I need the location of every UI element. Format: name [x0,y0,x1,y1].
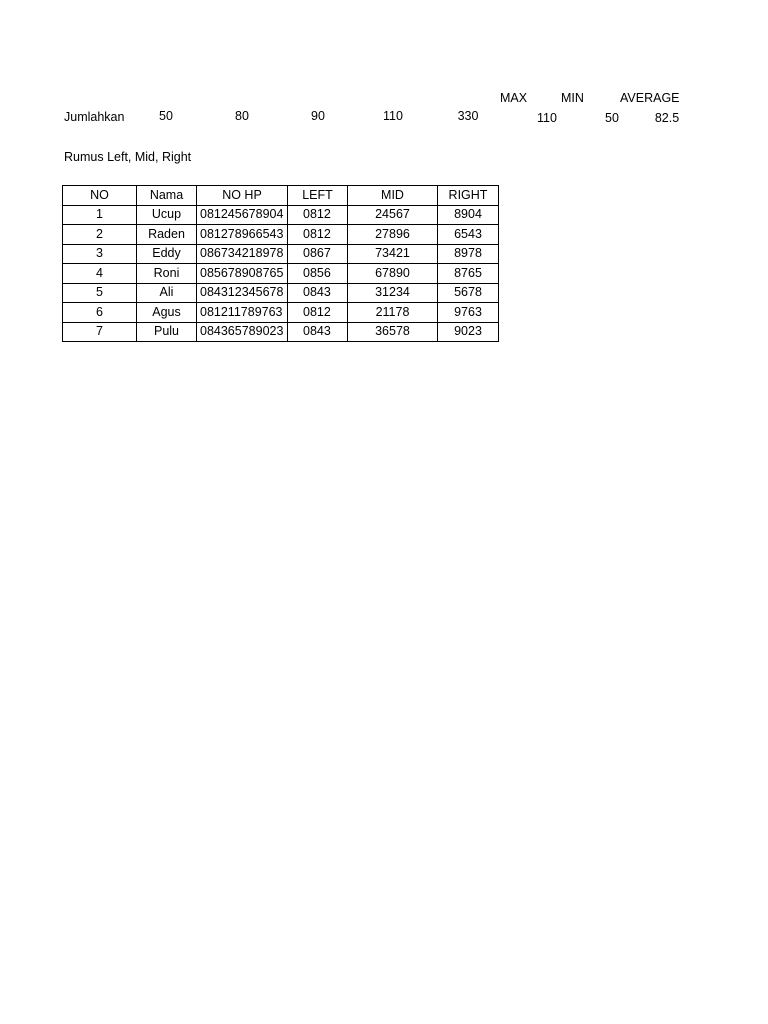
phone-table [62,185,499,342]
min-label: MIN [561,91,584,105]
cell-mid: 24567 [348,205,438,225]
table-row [63,264,499,284]
cell-right: 9023 [438,322,499,342]
cell-nama: Roni [137,264,197,284]
min-value: 50 [605,111,619,125]
cell-right: 6543 [438,225,499,245]
cell-no: 7 [63,322,137,342]
average-value: 82.5 [654,111,680,125]
cell-nama: Ucup [137,205,197,225]
section-title: Rumus Left, Mid, Right [64,150,192,164]
table-header-row [63,186,499,206]
column-header-no: NO [63,186,137,206]
table-row [63,303,499,323]
cell-right: 8904 [438,205,499,225]
cell-left: 0812 [288,303,348,323]
sum-value-1: 50 [159,109,173,123]
cell-right: 9763 [438,303,499,323]
cell-no: 4 [63,264,137,284]
cell-no: 5 [63,283,137,303]
cell-right: 5678 [438,283,499,303]
table-row [63,283,499,303]
cell-right: 8978 [438,244,499,264]
cell-right: 8765 [438,264,499,284]
sum-total-value: 330 [457,109,479,123]
cell-mid: 67890 [348,264,438,284]
table-row [63,322,499,342]
sum-value-4: 110 [383,109,403,123]
cell-mid: 31234 [348,283,438,303]
cell-no-hp: 084312345678 [197,283,288,303]
column-header-no-hp: NO HP [197,186,288,206]
cell-left: 0812 [288,205,348,225]
sum-value-2: 80 [235,109,249,123]
cell-nama: Ali [137,283,197,303]
cell-left: 0812 [288,225,348,245]
cell-left: 0867 [288,244,348,264]
column-header-left: LEFT [288,186,348,206]
cell-mid: 27896 [348,225,438,245]
cell-nama: Pulu [137,322,197,342]
cell-mid: 73421 [348,244,438,264]
cell-nama: Raden [137,225,197,245]
cell-no-hp: 084365789023 [197,322,288,342]
cell-mid: 21178 [348,303,438,323]
cell-left: 0843 [288,322,348,342]
max-label: MAX [500,91,528,105]
cell-no: 2 [63,225,137,245]
max-value: 110 [537,111,557,125]
cell-left: 0843 [288,283,348,303]
column-header-right: RIGHT [438,186,499,206]
sum-value-3: 90 [311,109,325,123]
cell-nama: Eddy [137,244,197,264]
cell-no-hp: 081278966543 [197,225,288,245]
cell-nama: Agus [137,303,197,323]
cell-no: 6 [63,303,137,323]
column-header-mid: MID [348,186,438,206]
sum-row-label: Jumlahkan [64,110,125,124]
cell-left: 0856 [288,264,348,284]
cell-no-hp: 081211789763 [197,303,288,323]
cell-mid: 36578 [348,322,438,342]
column-header-nama: Nama [137,186,197,206]
table-row [63,205,499,225]
table-row [63,244,499,264]
cell-no-hp: 081245678904 [197,205,288,225]
cell-no: 3 [63,244,137,264]
cell-no-hp: 085678908765 [197,264,288,284]
table-row [63,225,499,245]
cell-no-hp: 086734218978 [197,244,288,264]
average-label: AVERAGE [620,91,680,105]
cell-no: 1 [63,205,137,225]
